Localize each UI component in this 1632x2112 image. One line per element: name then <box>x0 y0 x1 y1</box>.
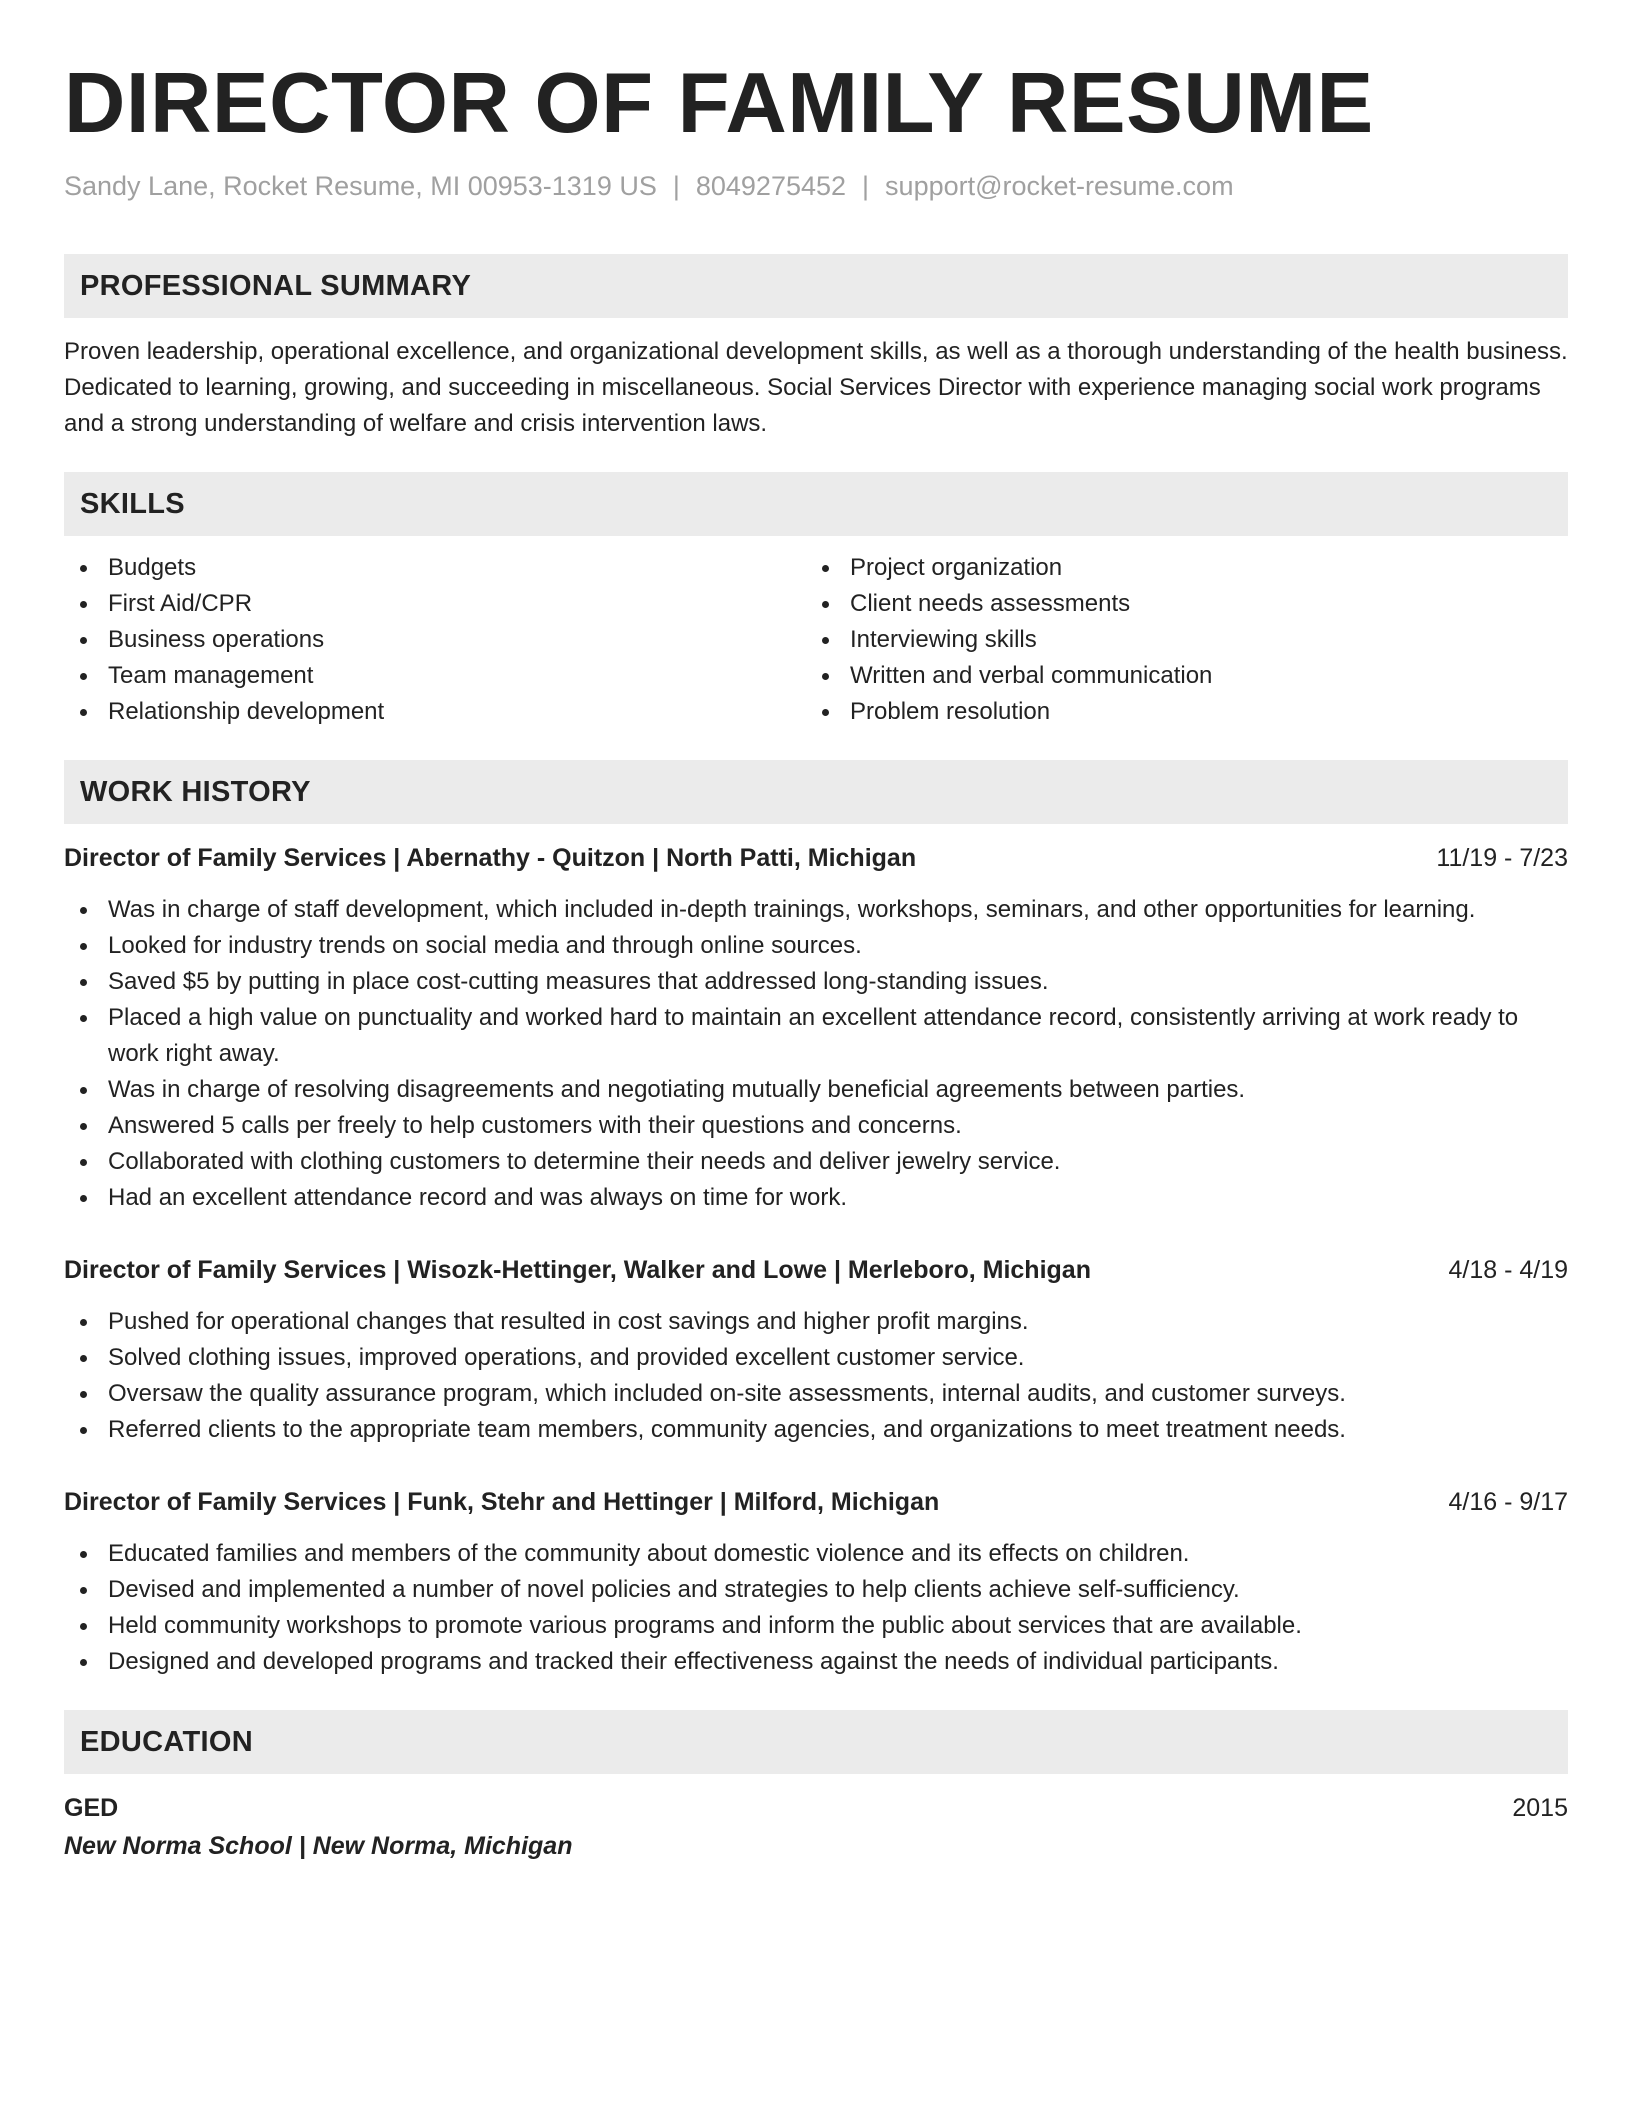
bullet-icon <box>80 709 87 716</box>
skill-item: Problem resolution <box>806 694 1548 730</box>
skill-item: Project organization <box>806 550 1548 586</box>
job-title: Director of Family Services | Wisozk-Hettinger, Walker and Lowe | Merleboro, Michigan <box>64 1256 1091 1284</box>
education-school: New Norma School | New Norma, Michigan <box>64 1832 573 1860</box>
job-dates: 4/16 - 9/17 <box>1448 1488 1568 1516</box>
bullet-icon <box>80 601 87 608</box>
contact-email: support@rocket-resume.com <box>885 171 1234 201</box>
bullet-icon <box>80 673 87 680</box>
bullet-icon <box>80 637 87 644</box>
bullet-icon <box>822 673 829 680</box>
section-heading-skills: SKILLS <box>64 472 1568 536</box>
job-bullet: Had an excellent attendance record and was always on time for work. <box>64 1180 1568 1216</box>
job-entry <box>64 1484 1568 1680</box>
bullet-icon <box>822 565 829 572</box>
job-entry <box>64 840 1568 1216</box>
job-bullet: Referred clients to the appropriate team members, community agencies, and organizations to meet treatment needs. <box>64 1412 1568 1448</box>
job-bullet: Educated families and members of the community about domestic violence and its effects on children. <box>64 1536 1568 1572</box>
bullet-icon <box>80 1427 87 1434</box>
resume-title: DIRECTOR OF FAMILY RESUME <box>64 56 1374 151</box>
job-bullets <box>64 1304 1568 1448</box>
bullet-icon <box>80 1087 87 1094</box>
job-entry <box>64 1252 1568 1448</box>
contact-phone: 8049275452 <box>695 171 847 201</box>
job-title: Director of Family Services | Abernathy - Quitzon | North Patti, Michigan <box>64 844 917 872</box>
job-bullet: Placed a high value on punctuality and worked hard to maintain an excellent attendance record, consistently arriving at work ready to work right away. <box>64 1000 1568 1072</box>
contact-line <box>64 168 1568 204</box>
job-bullet: Saved $5 by putting in place cost-cutting measures that addressed long-standing issues. <box>64 964 1568 1000</box>
skill-item: Client needs assessments <box>806 586 1548 622</box>
job-bullets <box>64 892 1568 1216</box>
bullet-icon <box>822 709 829 716</box>
summary-text: Proven leadership, operational excellence, and organizational development skills, as well as a thorough understanding of the health business. Dedicated to learning, growing, and succeeding in miscellaneous. Social Services Director with experience managing social work programs and a strong understanding of welfare and crisis intervention laws. <box>64 338 1568 437</box>
contact-address: Sandy Lane, Rocket Resume, MI 00953-1319 US <box>64 171 657 201</box>
bullet-icon <box>80 1123 87 1130</box>
job-bullet: Solved clothing issues, improved operations, and provided excellent customer service. <box>64 1340 1568 1376</box>
section-heading-education: EDUCATION <box>64 1710 1568 1774</box>
bullet-icon <box>80 1659 87 1666</box>
education-entry <box>64 1790 1568 1866</box>
job-dates: 11/19 - 7/23 <box>1436 844 1568 872</box>
job-bullet: Was in charge of resolving disagreements and negotiating mutually beneficial agreements between parties. <box>64 1072 1568 1108</box>
skill-item: Business operations <box>64 622 806 658</box>
bullet-icon <box>80 1587 87 1594</box>
section-heading-summary: PROFESSIONAL SUMMARY <box>64 254 1568 318</box>
skills-column-left <box>64 550 806 730</box>
skill-item: First Aid/CPR <box>64 586 806 622</box>
bullet-icon <box>80 1391 87 1398</box>
section-heading-work-history: WORK HISTORY <box>64 760 1568 824</box>
bullet-icon <box>80 1159 87 1166</box>
contact-separator: | <box>672 171 680 201</box>
job-bullet: Was in charge of staff development, which included in-depth trainings, workshops, seminars, and other opportunities for learning. <box>64 892 1568 928</box>
bullet-icon <box>80 907 87 914</box>
job-header <box>64 1252 1568 1288</box>
job-bullet: Oversaw the quality assurance program, which included on-site assessments, internal audits, and customer surveys. <box>64 1376 1568 1412</box>
skill-item: Budgets <box>64 550 806 586</box>
skill-item: Interviewing skills <box>806 622 1548 658</box>
bullet-icon <box>80 1355 87 1362</box>
bullet-icon <box>80 979 87 986</box>
bullet-icon <box>80 1319 87 1326</box>
education-degree: GED <box>64 1794 119 1822</box>
skill-item: Team management <box>64 658 806 694</box>
skills-list <box>64 550 1568 730</box>
bullet-icon <box>80 565 87 572</box>
job-bullet: Looked for industry trends on social media and through online sources. <box>64 928 1568 964</box>
resume-page <box>64 52 1568 1866</box>
job-bullets <box>64 1536 1568 1680</box>
job-bullet: Pushed for operational changes that resulted in cost savings and higher profit margins. <box>64 1304 1568 1340</box>
bullet-icon <box>822 601 829 608</box>
job-header <box>64 1484 1568 1520</box>
job-bullet: Designed and developed programs and tracked their effectiveness against the needs of individual participants. <box>64 1644 1568 1680</box>
bullet-icon <box>822 637 829 644</box>
job-bullet: Collaborated with clothing customers to determine their needs and deliver jewelry service. <box>64 1144 1568 1180</box>
job-title: Director of Family Services | Funk, Stehr and Hettinger | Milford, Michigan <box>64 1488 940 1516</box>
bullet-icon <box>80 1551 87 1558</box>
job-header <box>64 840 1568 876</box>
education-year: 2015 <box>1512 1794 1568 1822</box>
education-header <box>64 1790 1568 1826</box>
job-dates: 4/18 - 4/19 <box>1448 1256 1568 1284</box>
job-bullet: Answered 5 calls per freely to help customers with their questions and concerns. <box>64 1108 1568 1144</box>
skill-item: Relationship development <box>64 694 806 730</box>
bullet-icon <box>80 1623 87 1630</box>
bullet-icon <box>80 1195 87 1202</box>
skill-item: Written and verbal communication <box>806 658 1548 694</box>
bullet-icon <box>80 1015 87 1022</box>
bullet-icon <box>80 943 87 950</box>
contact-separator: | <box>862 171 870 201</box>
job-bullet: Held community workshops to promote various programs and inform the public about services that are available. <box>64 1608 1568 1644</box>
skills-column-right <box>806 550 1548 730</box>
job-bullet: Devised and implemented a number of novel policies and strategies to help clients achieve self-sufficiency. <box>64 1572 1568 1608</box>
